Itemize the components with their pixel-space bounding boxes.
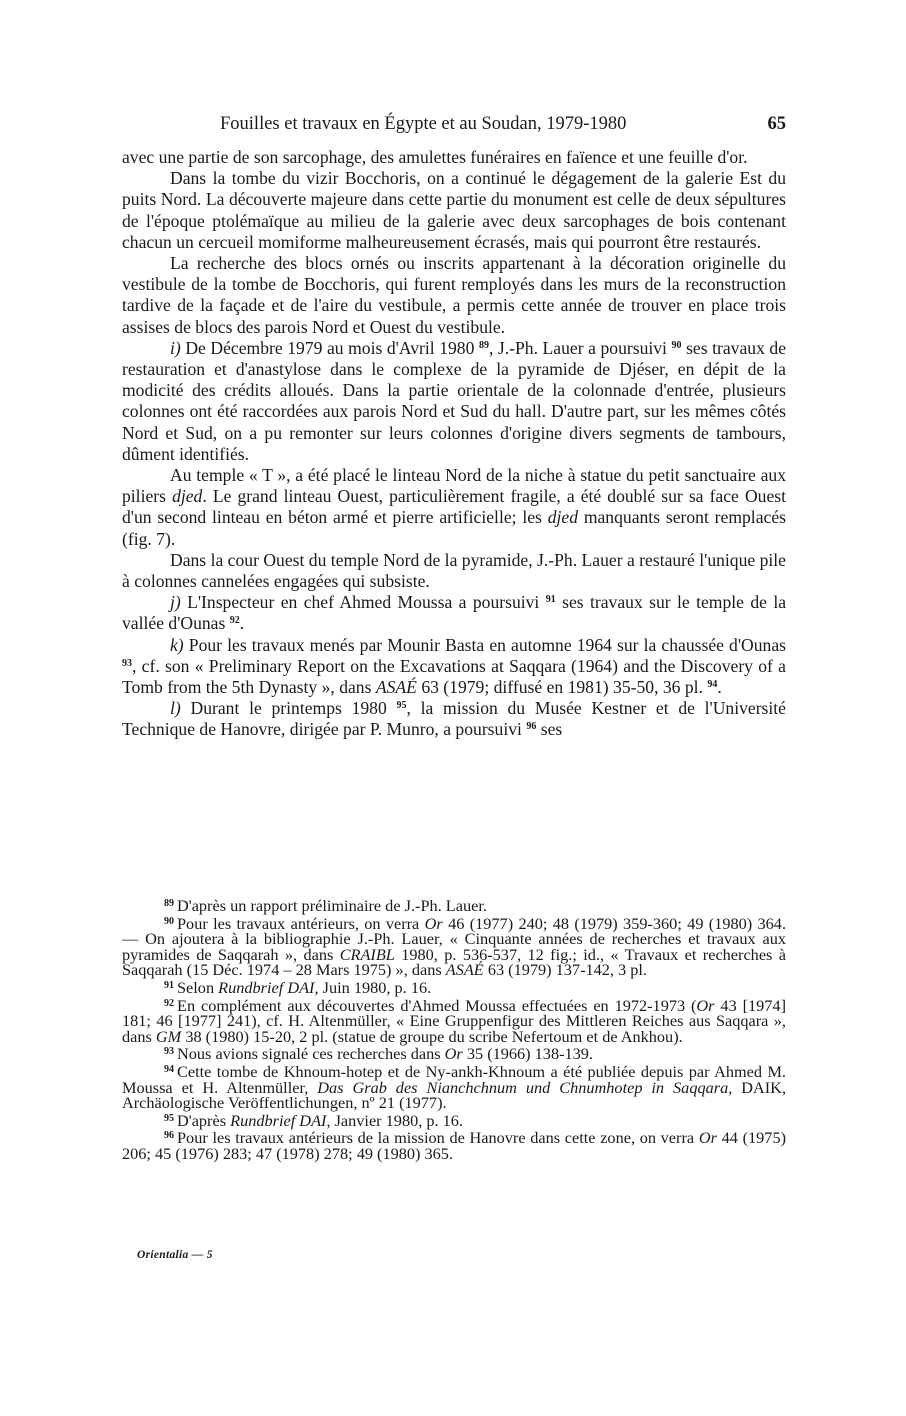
journal-abbrev: Rundbrief DAI xyxy=(218,977,315,997)
section-label: l) xyxy=(170,698,181,719)
book-title: Das Grab des Nianchchnum und Chnumhotep in Saqqara xyxy=(317,1077,729,1097)
footnote-text: 35 (1966) 138-139. xyxy=(466,1044,594,1064)
footnote-text: 38 (1980) 15-20, 2 pl. (statue de groupe du scribe Nefertoum et de Ankhou). xyxy=(185,1026,683,1046)
journal-abbrev: CRAIBL xyxy=(339,944,395,964)
footnotes xyxy=(122,896,786,1162)
footnote-number: 96 xyxy=(164,1130,174,1142)
footnote-text: , Juin 1980, p. 16. xyxy=(314,977,432,997)
paragraph-text: Dans la cour Ouest du temple Nord de la pyramide, J.-Ph. Lauer a restauré l'unique pile à colonnes cannelées engagées qui subsiste. xyxy=(122,549,786,592)
footnote-ref[interactable]: 92 xyxy=(229,615,240,627)
paragraph-text: Durant le printemps 1980 xyxy=(190,698,387,719)
journal-abbrev: Or xyxy=(444,1044,463,1064)
footnote-text: Selon xyxy=(177,977,215,997)
footnote-94 xyxy=(122,1062,786,1111)
footnote-number: 91 xyxy=(164,979,174,991)
paragraph-text: avec une partie de son sarcophage, des amulettes funéraires en faïence et une feuille d'or. xyxy=(122,147,748,167)
paragraph-text: La recherche des blocs ornés ou inscrits appartenant à la décoration originelle du vestibule de la tombe de Bocchoris, qui furent remployés dans les murs de la reconstruction tardive de la façade et de l'aire du vestibule, a permis cette année de trouver en place trois assises de blocs des parois Nord et Ouest du vestibule. xyxy=(122,253,786,337)
footnote-text: Nous avions signalé ces recherches dans xyxy=(177,1044,441,1064)
paragraph-text: ses travaux sur le temple de la vallée d'Ounas xyxy=(122,592,787,634)
footnote-number: 94 xyxy=(164,1063,174,1075)
footnote-text: Cette tombe de Khnoum-hotep et de Ny-ankh-Khnoum a été publiée depuis par Ahmed M. Moussa et H. Altenmüller, xyxy=(122,1061,786,1097)
section-label: i) xyxy=(170,337,181,358)
footnote-92 xyxy=(122,996,786,1045)
journal-abbrev: Or xyxy=(424,913,443,933)
paragraph-section-j: j) L'Inspecteur en chef Ahmed Moussa a poursuivi $^{91}$ ses travaux sur le temple de la vallée d'Ounas $^{92}$. xyxy=(122,592,787,634)
paragraph-text: Dans la tombe du vizir Bocchoris, on a continué le dégagement de la galerie Est du puits Nord. La découverte majeure dans cette partie du monument est celle de deux sépultures de l'époque ptolémaïque au milieu de la galerie avec deux sarcophages de bois contenant chacun un cercueil momiforme malheureusement écrasés, mais qui pourront être restaurés. xyxy=(122,168,786,252)
footnote-96 xyxy=(122,1128,786,1161)
section-label: j) xyxy=(170,592,181,613)
paragraph xyxy=(122,465,786,550)
footnote-number: 90 xyxy=(164,915,174,927)
footnote-number: 92 xyxy=(164,997,174,1009)
footnote-89 xyxy=(122,896,786,914)
paragraph xyxy=(122,550,786,592)
journal-abbrev: Rundbrief DAI xyxy=(230,1110,327,1130)
footnote-text: 1980, p. 536-537, 12 fig.; id., « Travaux et recherches à Saqqarah (15 Déc. 1974 – 28 Mars 1975) », dans xyxy=(122,944,786,980)
paragraph-text: ses xyxy=(540,719,563,740)
footnote-text: D'après xyxy=(177,1110,227,1130)
paragraph-section-k: k) Pour les travaux menés par Mounir Basta en automne 1964 sur la chaussée d'Ounas $^{93}$, cf. son « Preliminary Report on the Excavations at Saqqara (1964) and the Discovery of a Tomb from the 5th Dynasty », dans ASAÉ 63 (1979; diffusé en 1981) 35-50, 36 pl. $^{94}$. xyxy=(122,634,786,698)
footnote-ref[interactable]: 91 xyxy=(545,594,556,606)
footnote-ref[interactable]: 95 xyxy=(396,700,407,712)
footnote-text: En complément aux découvertes d'Ahmed Moussa effectuées en 1972-1973 ( xyxy=(177,995,697,1015)
footnote-93 xyxy=(122,1044,786,1062)
footnote-95 xyxy=(122,1111,786,1129)
footnote-91 xyxy=(122,978,786,996)
footnote-text: Pour les travaux antérieurs, on verra xyxy=(177,913,420,933)
running-title: Fouilles et travaux en Égypte et au Soudan, 1979-1980 xyxy=(220,114,627,134)
footnote-text: , DAIK, Archäologische Veröffentlichungen, nº 21 (1977). xyxy=(122,1077,787,1113)
paragraph xyxy=(122,147,786,168)
footnote-ref[interactable]: 94 xyxy=(707,679,718,691)
paragraph-text: , J.-Ph. Lauer a poursuivi xyxy=(488,337,667,358)
page-number: 65 xyxy=(767,114,786,134)
paragraph-text: ses travaux de restauration et d'anastylose dans le complexe de la pyramide de Djéser, en dépit de la modicité des crédits alloués. Dans la partie orientale de la colonnade d'entrée, plusieurs colonnes ont été raccordées aux parois Nord et Sud du hall. D'autre part, sur les mêmes côtés Nord et Sud, on a pu remonter sur leurs colonnes d'origine divers segments de tambours, dûment identifiés. xyxy=(122,337,787,464)
footnote-ref[interactable]: 89 xyxy=(478,339,489,351)
footnote-text: 44 (1975) 206; 45 (1976) 283; 47 (1978) 278; 49 (1980) 365. xyxy=(122,1128,787,1163)
footnote-text: D'après un rapport préliminaire de J.-Ph. Lauer. xyxy=(177,896,487,915)
paragraph-section-l xyxy=(122,698,786,740)
italic-term: djed xyxy=(172,486,203,507)
footnote-90 xyxy=(122,914,786,978)
footnote-ref[interactable]: 90 xyxy=(671,339,682,351)
paragraph-text: , la mission du Musée Kestner et de l'Université Technique de Hanovre, dirigée par P. Munro, a poursuivi xyxy=(122,698,786,740)
footnote-number: 95 xyxy=(164,1112,174,1124)
italic-term: djed xyxy=(547,507,578,528)
paragraph xyxy=(122,168,786,253)
paragraph-section-i xyxy=(122,338,786,465)
paragraph-text: 63 (1979; diffusé en 1981) 35-50, 36 pl. xyxy=(421,677,703,698)
journal-abbrev: Or xyxy=(696,995,715,1015)
paragraph-text: . Le grand linteau Ouest, particulièrement fragile, a été doublé sur sa face Ouest d'un second linteau en béton armé et pierre artificielle; les xyxy=(122,486,786,528)
paragraph-text: Au temple « T », a été placé le linteau Nord de la niche à statue du petit sanctuaire aux piliers xyxy=(122,465,786,507)
footnote-text: 46 (1977) 240; 48 (1979) 359-360; 49 (1980) 364. — On ajoutera à la bibliographie J.-Ph. Lauer, « Cinquante années de recherches et travaux aux pyramides de Saqqarah », dans xyxy=(122,913,787,964)
footnote-number: 93 xyxy=(164,1046,174,1058)
footnote-number: 89 xyxy=(164,898,174,909)
journal-abbrev: ASAÉ xyxy=(375,677,417,698)
journal-abbrev: GM xyxy=(155,1026,182,1046)
footnote-text: 43 [1974] 181; 46 [1977] 241), cf. H. Altenmüller, « Eine Gruppenfigur des Mittleren Reiches aus Saqqara », dans xyxy=(122,995,786,1046)
paragraph-text: De Décembre 1979 au mois d'Avril 1980 xyxy=(185,337,475,358)
section-label: k) xyxy=(170,634,184,655)
paragraph-text: L'Inspecteur en chef Ahmed Moussa a poursuivi xyxy=(187,592,540,613)
main-text xyxy=(122,147,786,741)
footnote-text: 63 (1979) 137-142, 3 pl. xyxy=(487,960,648,980)
paragraph-text: Pour les travaux menés par Mounir Basta en automne 1964 sur la chaussée d'Ounas xyxy=(188,634,786,655)
paragraph-text: manquants seront remplacés (fig. 7). xyxy=(122,507,786,549)
footnote-text: , Janvier 1980, p. 16. xyxy=(326,1110,463,1130)
footnote-text: Pour les travaux antérieurs de la mission de Hanovre dans cette zone, on verra xyxy=(177,1128,695,1148)
journal-abbrev: ASAÉ xyxy=(445,960,484,980)
running-header xyxy=(122,114,786,138)
footnote-ref[interactable]: 93 xyxy=(122,657,132,669)
journal-abbrev: Or xyxy=(698,1128,717,1148)
printer-signature: Orientalia — 5 xyxy=(137,1249,213,1261)
paragraph xyxy=(122,253,786,338)
paragraph-text: , cf. son « Preliminary Report on the Excavations at Saqqara (1964) and the Discovery of a Tomb from the 5th Dynasty », dans xyxy=(122,655,786,698)
footnote-ref[interactable]: 96 xyxy=(526,721,537,733)
